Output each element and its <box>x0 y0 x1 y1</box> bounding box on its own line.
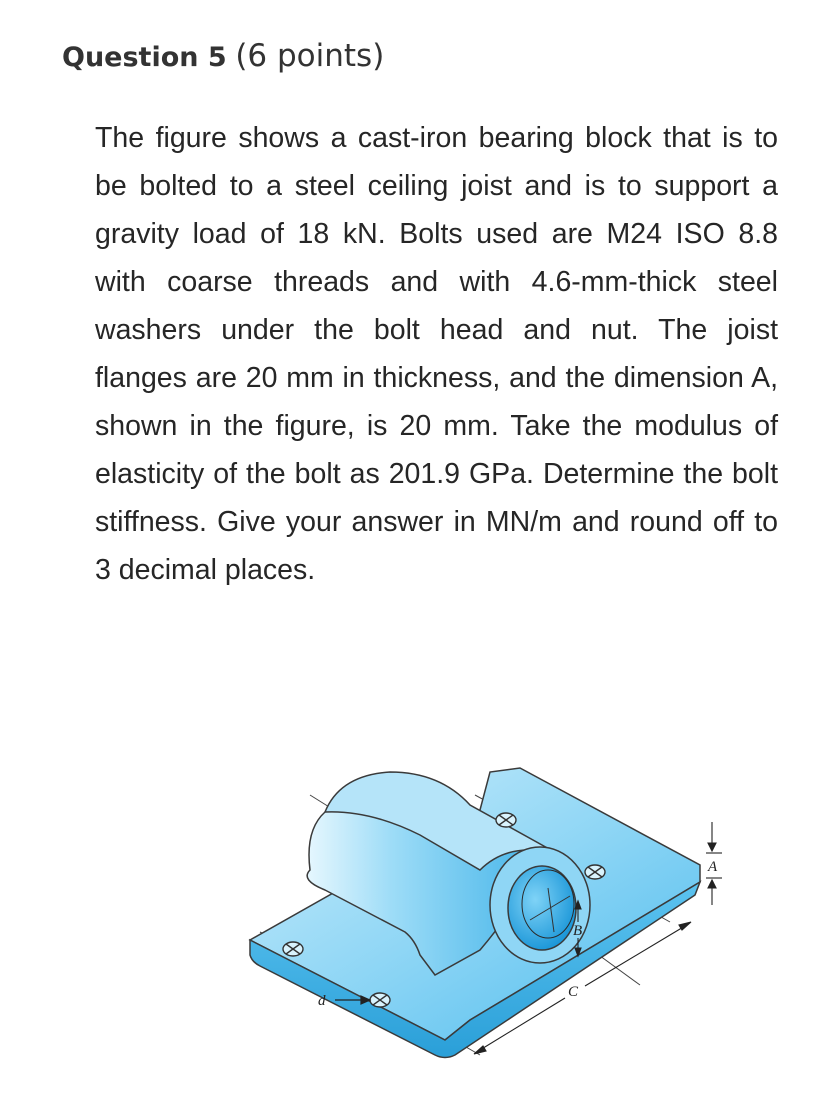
bearing-block-figure <box>230 700 730 1090</box>
label-b: B <box>573 923 583 939</box>
question-header <box>62 36 384 78</box>
bolt-hole-icon <box>370 993 390 1007</box>
label-a: A <box>708 859 718 875</box>
question-text: The figure shows a cast-iron bearing block that is to be bolted to a steel ceiling joist and is to support a gravity load of 18 kN. Bolts used are M24 ISO 8.8 with coarse threads and with 4.6-mm-thick steel washers under the bolt head and nut. The joist flanges are 20 mm in thickness, and the dimension A, shown in the figure, is 20 mm. Take the modulus of elasticity of the bolt as 201.9 GPa. Determine the bolt stiffness. Give your answer in MN/m and round off to 3 decimal places. <box>95 122 778 586</box>
question-title: Question 5 <box>62 42 227 73</box>
bearing-block-drawing <box>230 700 730 1090</box>
question-points: (6 points) <box>235 38 385 74</box>
label-d: d <box>318 993 326 1009</box>
bolt-hole-icon <box>496 813 516 827</box>
bolt-hole-icon <box>585 865 605 879</box>
label-c: C <box>568 984 579 1000</box>
bolt-hole-icon <box>283 942 303 956</box>
